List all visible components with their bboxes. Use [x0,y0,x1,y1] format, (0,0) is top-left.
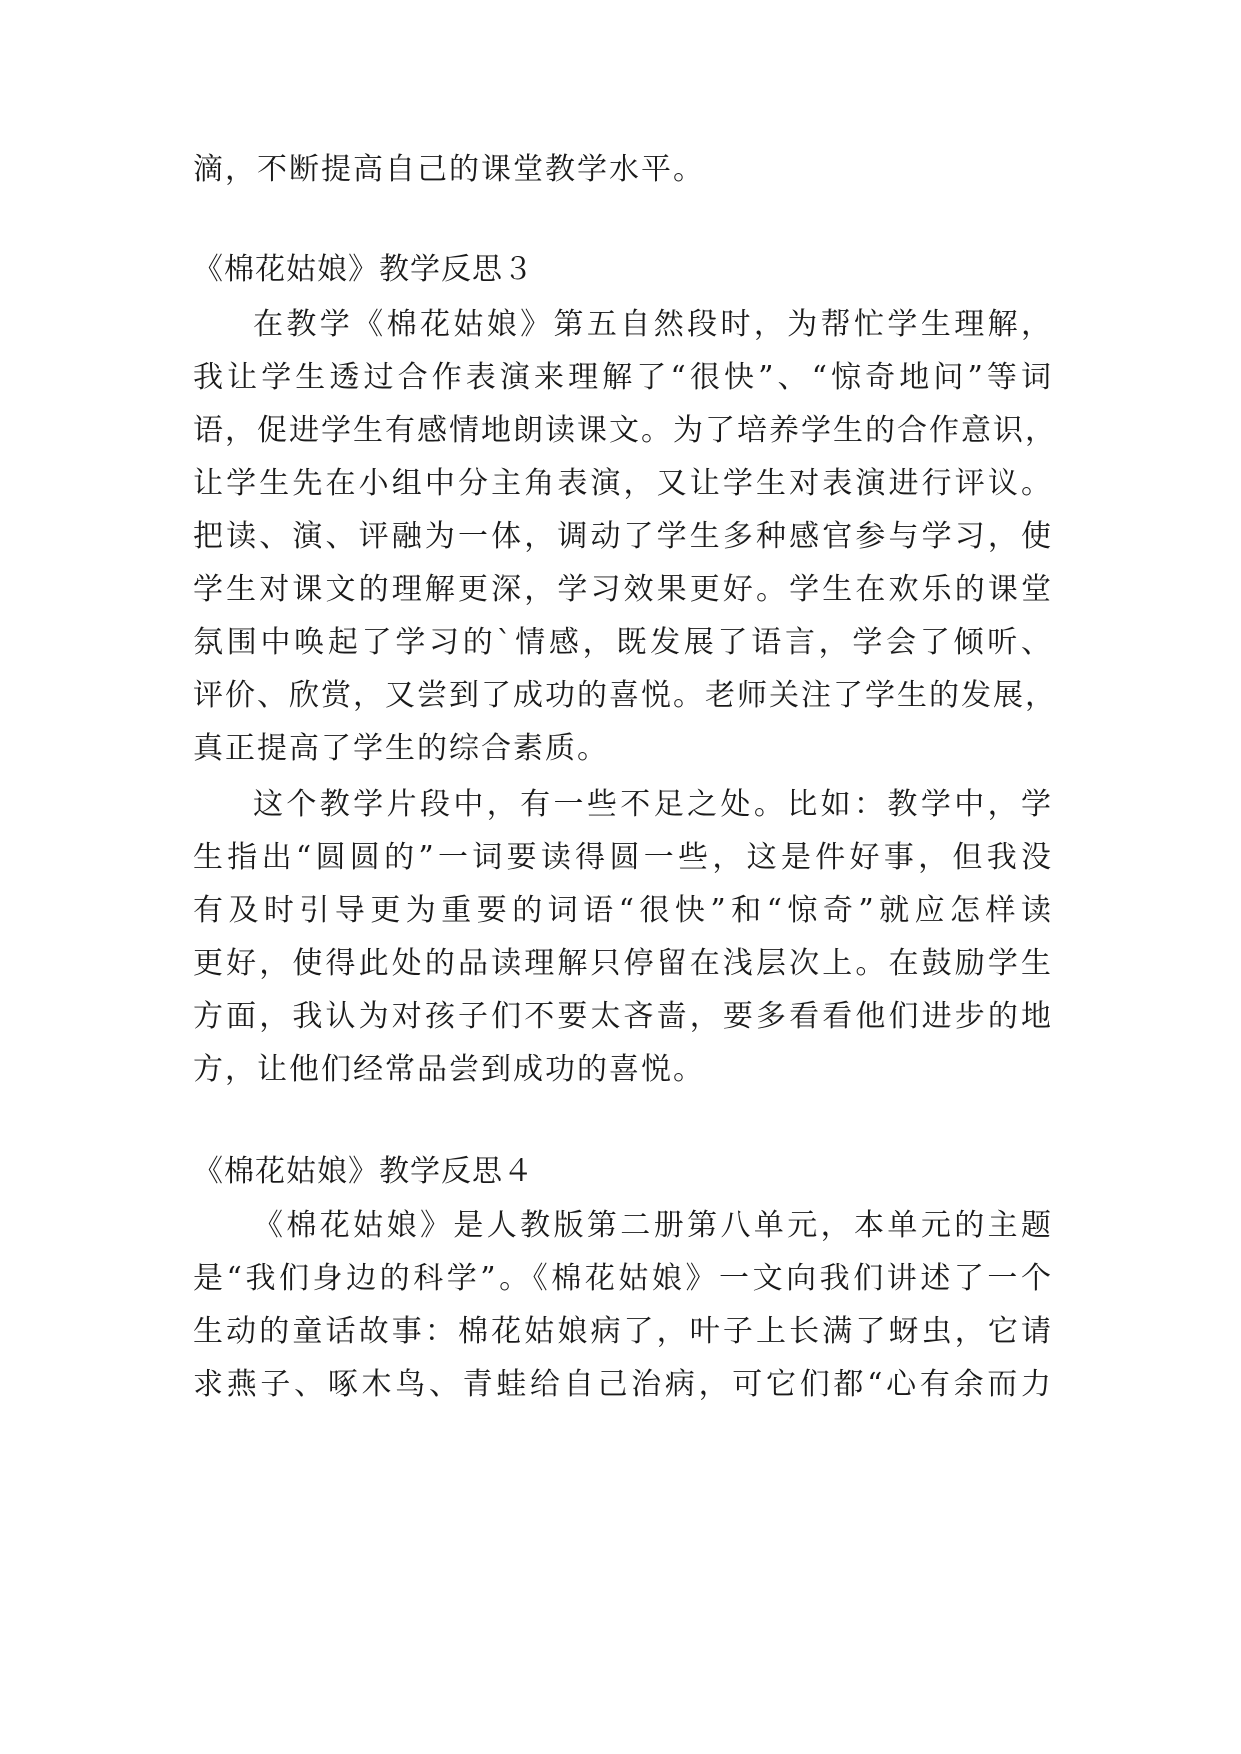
paragraph-line: 把读、演、评融为一体，调动了学生多种感官参与学习，使 [193,519,1053,554]
paragraph-line: 方，让他们经常品尝到成功的喜悦。 [193,1052,705,1087]
paragraph-line: 求燕子、啄木鸟、青蛙给自己治病，可它们都“心有余而力 [193,1367,1053,1402]
paragraph-line: 让学生先在小组中分主角表演，又让学生对表演进行评议。 [193,466,1053,501]
paragraph-line: 评价、欣赏，又尝到了成功的喜悦。老师关注了学生的发展， [193,678,1057,713]
paragraph-line: 学生对课文的理解更深，学习效果更好。学生在欢乐的课堂 [193,572,1053,607]
paragraph-line: 氛围中唤起了学习的`情感，既发展了语言，学会了倾听、 [193,625,1053,660]
section-heading: 《棉花姑娘》教学反思４ [193,1154,534,1189]
paragraph-line: 更好，使得此处的品读理解只停留在浅层次上。在鼓励学生 [193,946,1053,981]
paragraph-line: 生动的童话故事：棉花姑娘病了，叶子上长满了蚜虫，它请 [193,1314,1053,1349]
text-line: 滴，不断提高自己的课堂教学水平。 [193,152,705,187]
paragraph-line: 这个教学片段中，有一些不足之处。比如：教学中，学 [253,787,1053,822]
paragraph-line: 方面，我认为对孩子们不要太吝啬，要多看看他们进步的地 [193,999,1053,1034]
paragraph-line: 在教学《棉花姑娘》第五自然段时，为帮忙学生理解， [253,307,1053,342]
paragraph-line: 是“我们身边的科学”。《棉花姑娘》一文向我们讲述了一个 [193,1261,1053,1296]
paragraph-line: 生指出“圆圆的”一词要读得圆一些，这是件好事，但我没 [193,840,1053,875]
section-heading: 《棉花姑娘》教学反思３ [193,252,534,287]
paragraph-line: 我让学生透过合作表演来理解了“很快”、“惊奇地问”等词 [193,360,1053,395]
paragraph-line: 真正提高了学生的综合素质。 [193,731,609,766]
paragraph-line: 语，促进学生有感情地朗读课文。为了培养学生的合作意识， [193,413,1057,448]
paragraph-line: 《棉花姑娘》是人教版第二册第八单元，本单元的主题 [253,1208,1053,1243]
paragraph-line: 有及时引导更为重要的词语“很快”和“惊奇”就应怎样读 [193,893,1053,928]
